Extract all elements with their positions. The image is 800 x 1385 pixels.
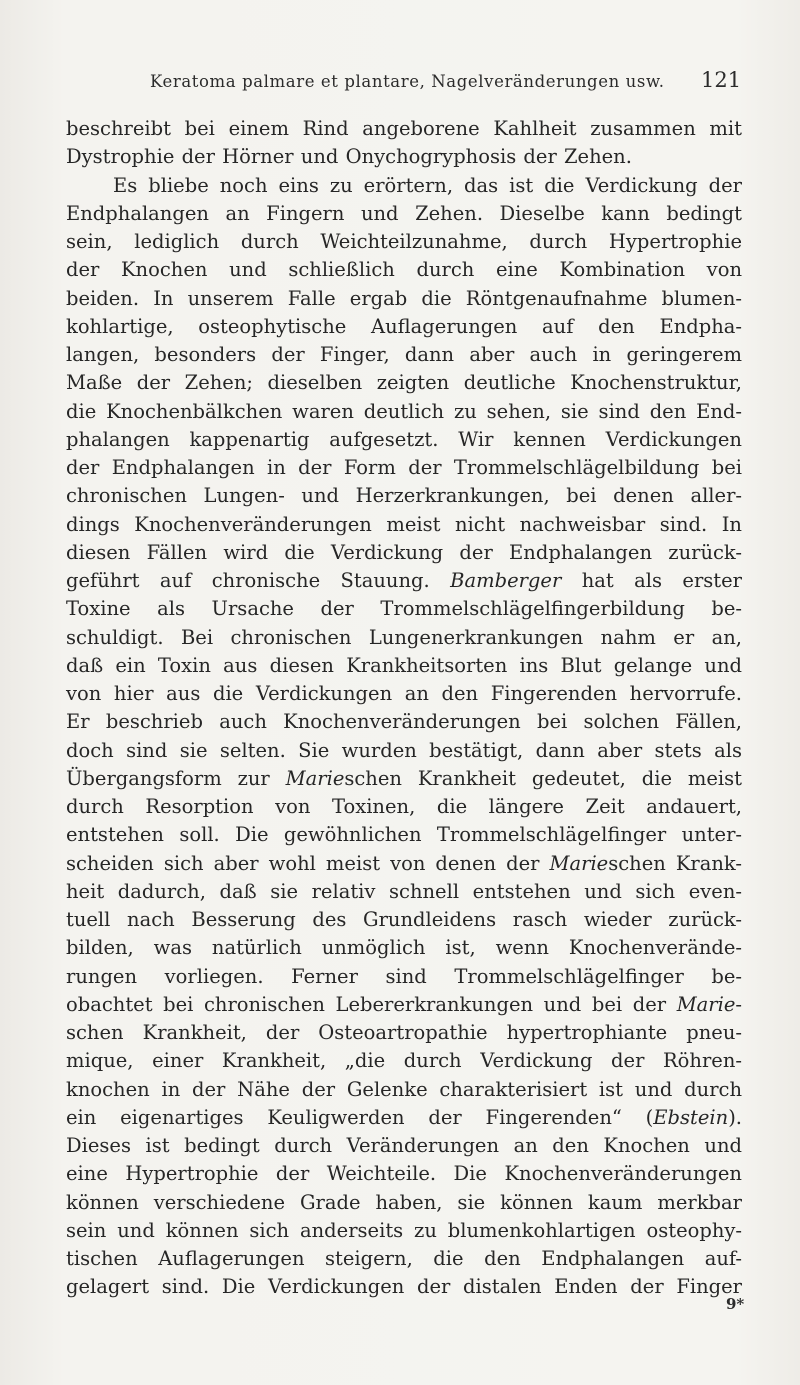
text-line: obachtet bei chronischen Lebererkrankungen und bei der Marie- [66, 992, 742, 1016]
text-line: ein eigenartiges Keuligwerden der Fingerenden“ (Ebstein). [66, 1105, 742, 1129]
text-line: tuell nach Besserung des Grundleidens rasch wieder zurück- [66, 908, 742, 931]
text-line: Endphalangen an Fingern und Zehen. Dieselbe kann bedingt [66, 201, 742, 225]
text-line: tischen Auflagerungen steigern, die den Endphalangen auf- [66, 1247, 742, 1270]
text-line: der Endphalangen in der Form der Trommelschlägelbildung bei [66, 456, 742, 479]
text-line: daß ein Toxin aus diesen Krankheitsorten ins Blut gelange und [66, 653, 742, 677]
text-line: sein und können sich anderseits zu blumenkohlartigen osteophy- [66, 1218, 742, 1242]
text-line: schen Krankheit, der Osteoartropathie hypertrophiante pneu- [66, 1021, 742, 1044]
text-line: rungen vorliegen. Ferner sind Trommelschlägelfinger be- [66, 964, 742, 988]
text-line: Er beschrieb auch Knochenveränderungen bei solchen Fällen, [66, 710, 742, 734]
text-line: chronischen Lungen- und Herzerkrankungen, bei denen aller- [66, 484, 742, 508]
text-line: Dieses ist bedingt durch Veränderungen an den Knochen und [66, 1134, 742, 1157]
running-head: Keratoma palmare et plantare, Nagelveränderungen usw. [150, 72, 665, 91]
text-line: die Knochenbälkchen waren deutlich zu sehen, sie sind den End- [66, 399, 742, 423]
text-line: scheiden sich aber wohl meist von denen der Marieschen Krank- [66, 851, 742, 875]
text-line: sein, lediglich durch Weichteilzunahme, durch Hypertrophie [66, 230, 742, 253]
text-line: können verschiedene Grade haben, sie können kaum merkbar [66, 1190, 742, 1214]
signature-mark: 9* [726, 1295, 745, 1313]
text-line: von hier aus die Verdickungen an den Fingerenden hervorrufe. [66, 682, 742, 705]
paragraph-start-line: Es bliebe noch eins zu erörtern, das ist die Verdickung der [113, 173, 742, 197]
text-line: eine Hypertrophie der Weichteile. Die Knochenveränderungen [66, 1162, 742, 1186]
text-line: entstehen soll. Die gewöhnlichen Trommelschlägelfinger unter- [66, 823, 742, 847]
text-line: diesen Fällen wird die Verdickung der Endphalangen zurück- [66, 540, 742, 564]
text-line: langen, besonders der Finger, dann aber auch in geringerem [66, 343, 742, 366]
page-number: 121 [701, 68, 742, 92]
text-line: beiden. In unserem Falle ergab die Röntgenaufnahme blumen- [66, 286, 742, 310]
text-line: heit dadurch, daß sie relativ schnell entstehen und sich even- [66, 879, 742, 903]
text-line: Toxine als Ursache der Trommelschlägelfingerbildung be- [66, 597, 742, 621]
text-line: doch sind sie selten. Sie wurden bestätigt, dann aber stets als [66, 738, 742, 762]
text-line: durch Resorption von Toxinen, die längere Zeit andauert, [66, 795, 742, 818]
text-line: schuldigt. Bei chronischen Lungenerkrankungen nahm er an, [66, 625, 742, 649]
text-line: Dystrophie der Hörner und Onychogryphosis der Zehen. [66, 145, 632, 169]
text-line: dings Knochenveränderungen meist nicht nachweisbar sind. In [66, 512, 742, 536]
text-line: mique, einer Krankheit, „die durch Verdickung der Röhren- [66, 1049, 742, 1073]
text-line: kohlartige, osteophytische Auflagerungen auf den Endpha- [66, 314, 742, 338]
text-line: bilden, was natürlich unmöglich ist, wenn Knochenverände- [66, 936, 742, 960]
text-line: Maße der Zehen; dieselben zeigten deutliche Knochenstruktur, [66, 371, 742, 395]
text-line: geführt auf chronische Stauung. Bamberger hat als erster [66, 569, 742, 592]
text-line: der Knochen und schließlich durch eine Kombination von [66, 258, 742, 282]
page-header [0, 70, 800, 100]
text-line: knochen in der Nähe der Gelenke charakterisiert ist und durch [66, 1077, 742, 1101]
body-text [66, 115, 742, 1302]
text-line: gelagert sind. Die Verdickungen der distalen Enden der Finger [66, 1275, 742, 1299]
text-line: Übergangsform zur Marieschen Krankheit gedeutet, die meist [66, 766, 743, 790]
text-line: beschreibt bei einem Rind angeborene Kahlheit zusammen mit [66, 117, 742, 140]
text-line: phalangen kappenartig aufgesetzt. Wir kennen Verdickungen [66, 427, 742, 451]
